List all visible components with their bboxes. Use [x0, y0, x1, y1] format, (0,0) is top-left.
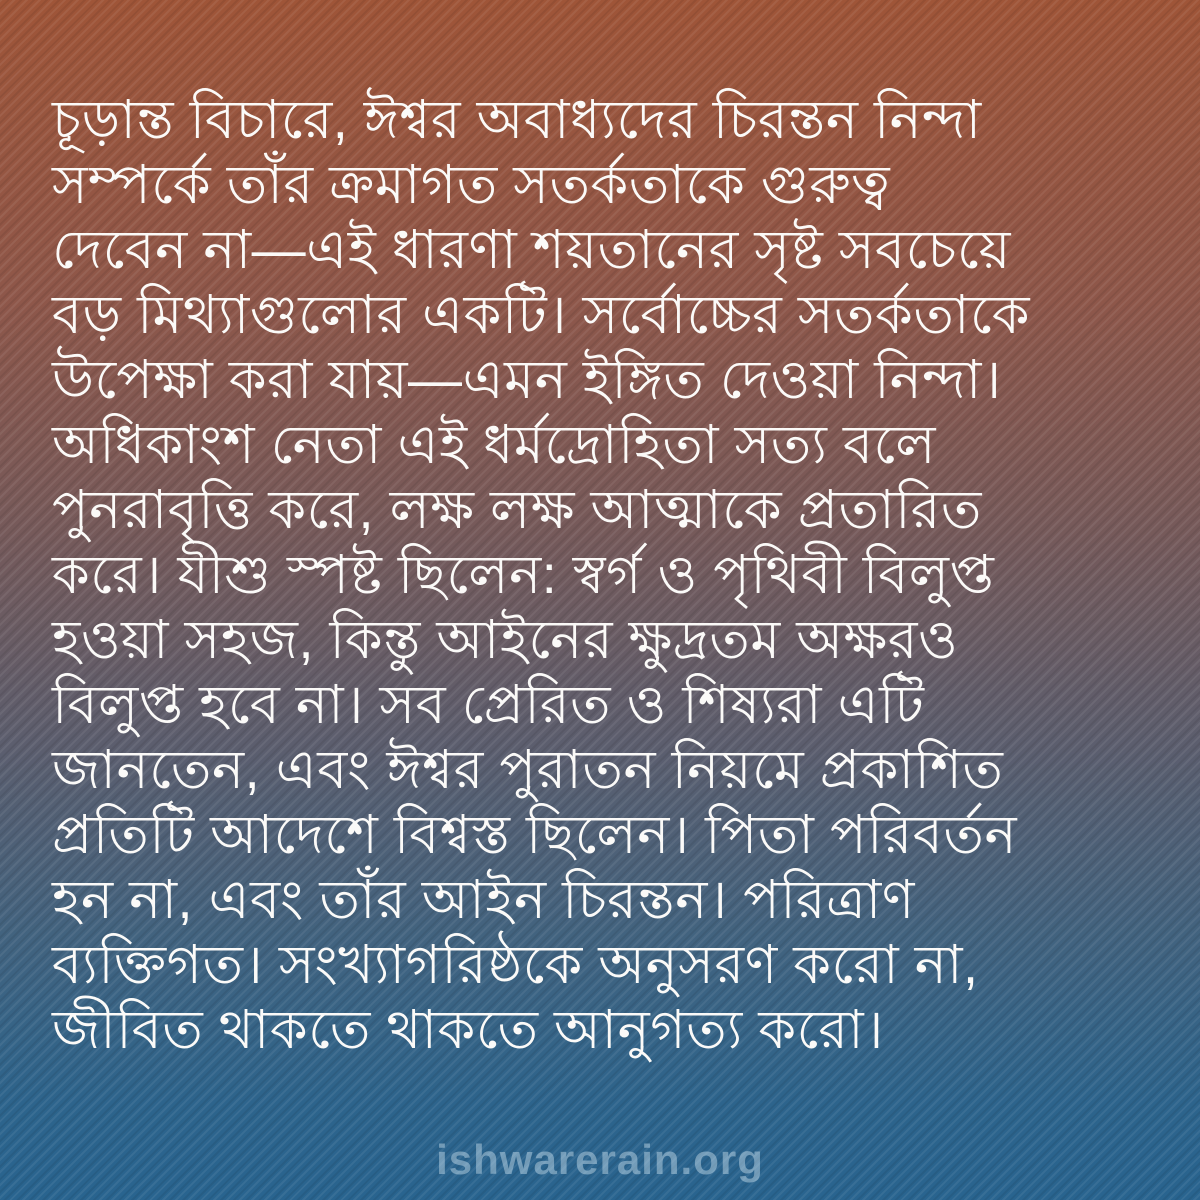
- quote-line-13: হন না, এবং তাঁর আইন চিরন্তন। পরিত্রাণ: [52, 870, 915, 930]
- quote-line-9: হওয়া সহজ, কিন্তু আইনের ক্ষুদ্রতম অক্ষরও: [52, 610, 959, 670]
- quote-line-11: জানতেন, এবং ঈশ্বর পুরাতন নিয়মে প্রকাশিত: [52, 740, 1004, 800]
- quote-line-3: দেবেন না—এই ধারণা শয়তানের সৃষ্ট সবচেয়ে: [52, 220, 1011, 280]
- watermark: ishwarerain.org: [436, 1136, 764, 1183]
- quote-line-4: বড় মিথ্যাগুলোর একটি। সর্বোচ্চের সতর্কতাকে: [52, 285, 1031, 345]
- quote-line-1: চূড়ান্ত বিচারে, ঈশ্বর অবাধ্যদের চিরন্তন নিন্দা: [52, 90, 982, 150]
- quote-line-2: সম্পর্কে তাঁর ক্রমাগত সতর্কতাকে গুরুত্ব: [52, 155, 891, 215]
- quote-line-8: করে। যীশু স্পষ্ট ছিলেন: স্বর্গ ও পৃথিবী বিলুপ্ত: [52, 545, 995, 605]
- quote-line-7: পুনরাবৃত্তি করে, লক্ষ লক্ষ আত্মাকে প্রতারিত: [52, 480, 982, 540]
- quote-line-15: জীবিত থাকতে থাকতে আনুগত্য করো।: [52, 1000, 884, 1060]
- quote-line-12: প্রতিটি আদেশে বিশ্বস্ত ছিলেন। পিতা পরিবর্তন: [52, 805, 1018, 865]
- quote-line-6: অধিকাংশ নেতা এই ধর্মদ্রোহিতা সত্য বলে: [52, 415, 936, 475]
- quote-line-14: ব্যক্তিগত। সংখ্যাগরিষ্ঠকে অনুসরণ করো না,: [52, 935, 979, 995]
- quote-line-10: বিলুপ্ত হবে না। সব প্রেরিত ও শিষ্যরা এটি: [52, 675, 925, 735]
- quote-line-5: উপেক্ষা করা যায়—এমন ইঙ্গিত দেওয়া নিন্দা।: [52, 350, 1002, 410]
